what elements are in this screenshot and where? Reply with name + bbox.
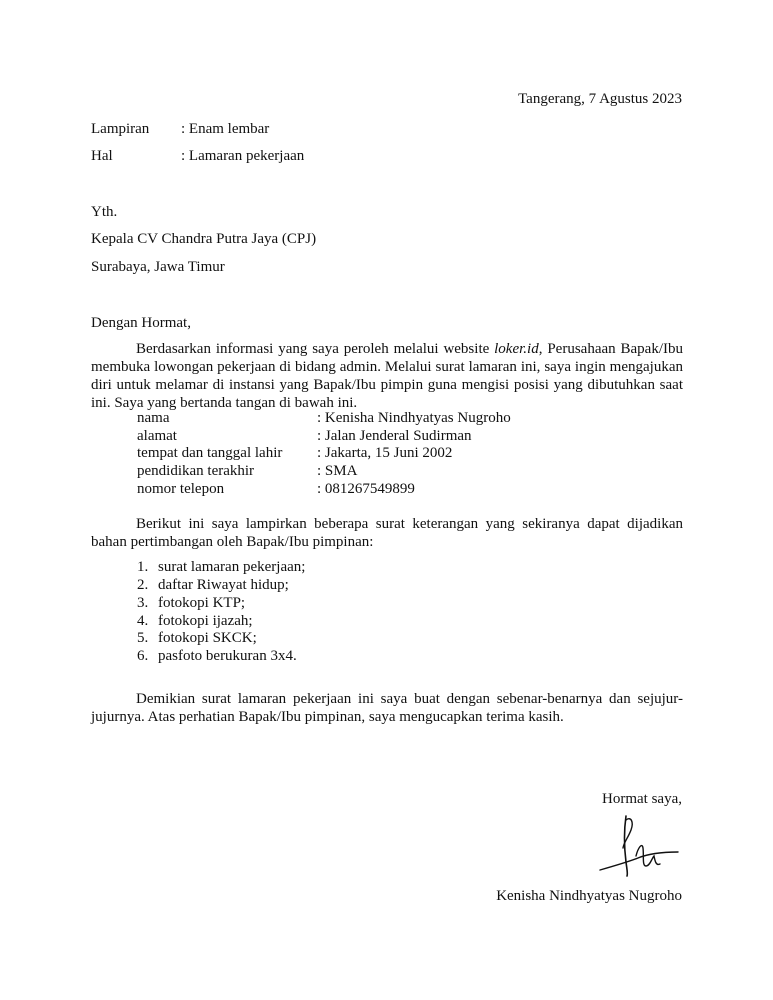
attachments-intro-text: Berikut ini saya lampirkan beberapa surat keterangan yang sekiranya dapat dijadikan bahan pertimbangan oleh Bapak/Ibu pimpinan: xyxy=(91,516,683,550)
intro-text-2: , Perusahaan Bapak/Ibu membuka lowongan pekerjaan di bidang admin. Melalui surat lamaran ini, saya ingin mengajukan diri untuk melamar di instansi yang Bapak/Ibu pimpin guna mengisi posisi yang dibutuhkan saat ini. Saya yang bertanda tangan di bawah ini. xyxy=(91,341,683,411)
list-item-number: 3. xyxy=(137,595,149,611)
recipient-name: Kepala CV Chandra Putra Jaya (CPJ) xyxy=(91,231,317,247)
identity-label: nomor telepon xyxy=(137,481,225,497)
closing-paragraph-text: Demikian surat lamaran pekerjaan ini saya buat dengan sebenar-benarnya dan sejujur-jujurnya. Atas perhatian Bapak/Ibu pimpinan, saya mengucapkan terima kasih. xyxy=(91,691,683,725)
list-item-number: 1. xyxy=(137,559,149,575)
recipient-address: Surabaya, Jawa Timur xyxy=(91,259,225,275)
identity-label: pendidikan terakhir xyxy=(137,463,255,479)
signer-name: Kenisha Nindhyatyas Nugroho xyxy=(496,888,682,904)
identity-value: : Jalan Jenderal Sudirman xyxy=(317,428,472,444)
meta-label-lampiran: Lampiran xyxy=(91,121,150,137)
attachments-intro xyxy=(91,515,683,551)
list-item: fotokopi SKCK; xyxy=(158,630,257,646)
list-item-number: 5. xyxy=(137,630,149,646)
identity-label: tempat dan tanggal lahir xyxy=(137,445,283,461)
list-item: surat lamaran pekerjaan; xyxy=(158,559,306,575)
closing-salutation: Hormat saya, xyxy=(602,791,682,807)
intro-paragraph xyxy=(91,340,683,412)
identity-value: : Kenisha Nindhyatyas Nugroho xyxy=(317,410,511,426)
meta-value-hal: : Lamaran pekerjaan xyxy=(181,148,305,164)
website-name: loker.id xyxy=(494,341,539,357)
list-item: daftar Riwayat hidup; xyxy=(158,577,289,593)
list-item-number: 4. xyxy=(137,613,149,629)
identity-label: alamat xyxy=(137,428,177,444)
identity-value: : SMA xyxy=(317,463,358,479)
identity-value: : 081267549899 xyxy=(317,481,415,497)
greeting: Dengan Hormat, xyxy=(91,315,191,331)
meta-label-hal: Hal xyxy=(91,148,113,164)
recipient-salutation: Yth. xyxy=(91,204,118,220)
list-item: fotokopi ijazah; xyxy=(158,613,253,629)
list-item: fotokopi KTP; xyxy=(158,595,246,611)
intro-text-1: Berdasarkan informasi yang saya peroleh melalui website xyxy=(136,341,495,357)
signature xyxy=(598,812,680,878)
meta-value-lampiran: : Enam lembar xyxy=(181,121,270,137)
identity-label: nama xyxy=(137,410,170,426)
list-item-number: 2. xyxy=(137,577,149,593)
identity-value: : Jakarta, 15 Juni 2002 xyxy=(317,445,453,461)
place-date: Tangerang, 7 Agustus 2023 xyxy=(518,91,682,107)
list-item: pasfoto berukuran 3x4. xyxy=(158,648,297,664)
list-item-number: 6. xyxy=(137,648,149,664)
closing-paragraph xyxy=(91,690,683,726)
